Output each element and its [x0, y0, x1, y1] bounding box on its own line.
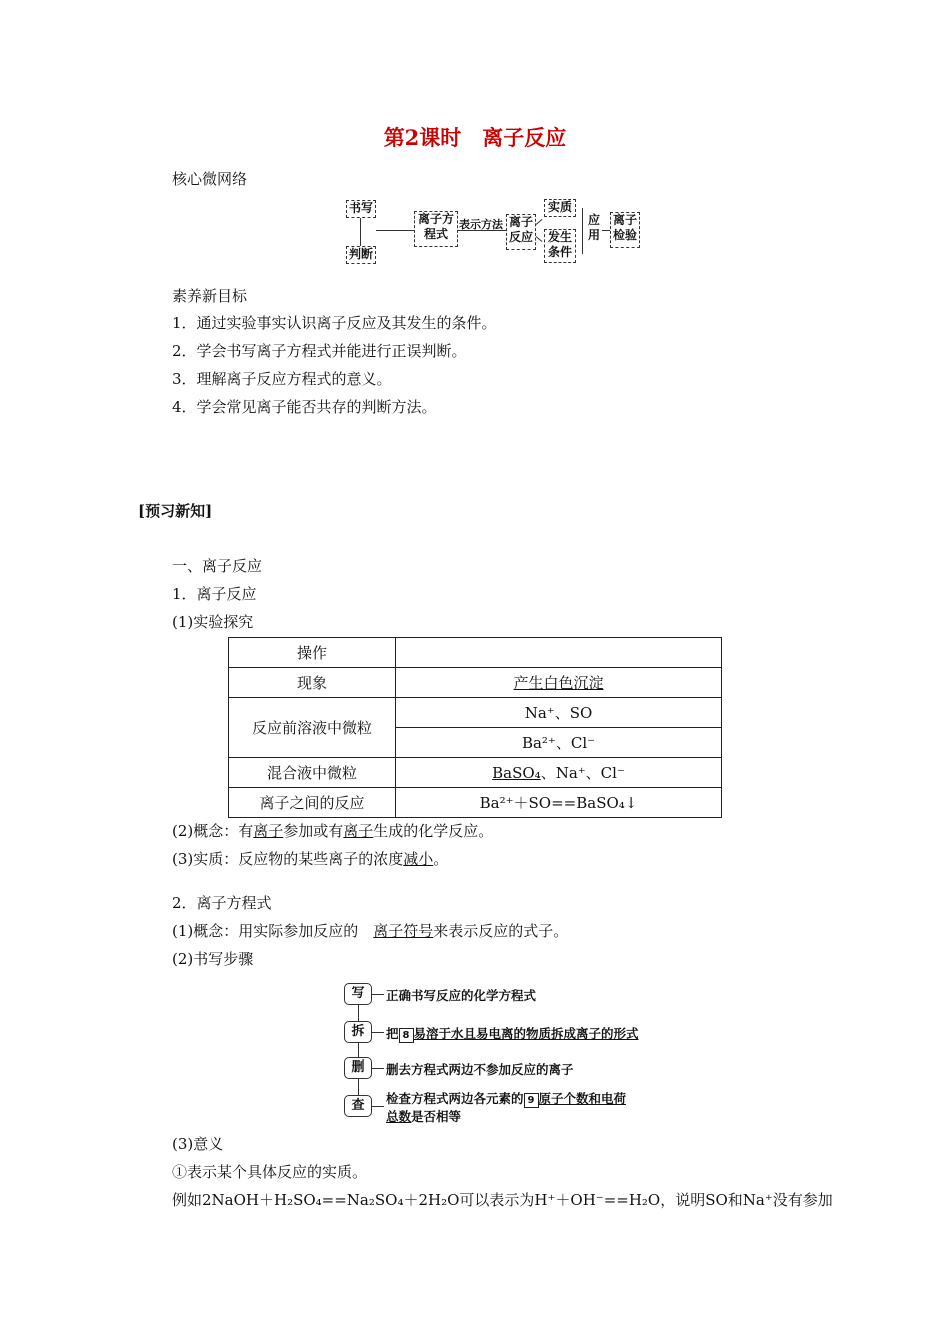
- cm-fangchengshi: 离子方 程式: [414, 211, 458, 247]
- goal-item: 2．学会书写离子方程式并能进行正误判断。: [172, 342, 467, 360]
- cm-jianyan: 离子 检验: [610, 212, 640, 248]
- table-cell: 离子之间的反应: [229, 788, 396, 818]
- table-cell: 混合液中微粒: [229, 758, 396, 788]
- subsection-heading: 1．离子反应: [172, 585, 257, 603]
- meaning-heading: (3)意义: [172, 1135, 224, 1153]
- table-cell: 产生白色沉淀: [396, 668, 722, 698]
- table-cell: 现象: [229, 668, 396, 698]
- table-cell: Na⁺、SO: [396, 698, 722, 728]
- concept2-line: (1)概念：用实际参加反应的 离子符号来表示反应的式子。: [172, 922, 569, 940]
- concept-map: [340, 196, 650, 266]
- table-cell: 操作: [229, 638, 396, 668]
- table-cell: [396, 638, 722, 668]
- section-heading: 一、离子反应: [172, 557, 263, 575]
- cm-panduan: 判断: [346, 246, 376, 264]
- subsection-heading: 2．离子方程式: [172, 894, 272, 912]
- concept-line: (2)概念：有离子参加或有离子生成的化学反应。: [172, 822, 494, 840]
- step-delete: 删: [344, 1057, 372, 1079]
- essence-line: (3)实质：反应物的某些离子的浓度减小。: [172, 850, 449, 868]
- meaning-item: ①表示某个具体反应的实质。: [172, 1163, 368, 1181]
- step-split-text: 把 8 易溶于水且易电离的物质拆成离子的形式: [386, 1026, 639, 1041]
- cm-shizhi: 实质: [544, 199, 576, 217]
- network-heading: 核心微网络: [172, 170, 248, 188]
- table-cell: BaSO₄、Na⁺、Cl⁻: [396, 758, 722, 788]
- step-check: 查: [344, 1095, 372, 1117]
- cm-tiaojian: 发生 条件: [544, 229, 576, 263]
- example-line: 例如2NaOH＋H₂SO₄==Na₂SO₄＋2H₂O可以表示为H⁺＋OH⁻==H₂O，说明SO和Na⁺没有参加: [172, 1191, 833, 1209]
- table-cell: Ba²⁺、Cl⁻: [396, 728, 722, 758]
- cm-fanying: 离子 反应: [506, 214, 536, 250]
- writing-steps-diagram: [340, 980, 660, 1124]
- step-write: 写: [344, 983, 372, 1005]
- cm-biaoshi: 表示方法: [459, 218, 503, 231]
- preview-heading: [预习新知]: [138, 502, 213, 520]
- page-title: 第2课时 离子反应: [383, 125, 567, 150]
- cm-shuxie: 书写: [346, 200, 376, 218]
- goal-item: 4．学会常见离子能否共存的判断方法。: [172, 398, 437, 416]
- subsection-heading: (1)实验探究: [172, 613, 254, 631]
- step-split: 拆: [344, 1021, 372, 1043]
- steps-heading: (2)书写步骤: [172, 950, 254, 968]
- table-cell: 反应前溶液中微粒: [229, 698, 396, 758]
- step-check-text: 检查方程式两边各元素的 9 原子个数和电荷 总数是否相等: [386, 1091, 627, 1124]
- goal-item: 3．理解离子反应方程式的意义。: [172, 370, 392, 388]
- experiment-table: [228, 637, 722, 818]
- goals-heading: 素养新目标: [172, 287, 248, 305]
- step-delete-text: 删去方程式两边不参加反应的离子: [386, 1062, 574, 1077]
- table-cell: Ba²⁺＋SO==BaSO₄↓: [396, 788, 722, 818]
- goal-item: 1．通过实验事实认识离子反应及其发生的条件。: [172, 314, 497, 332]
- cm-yingyong: 应 用: [586, 213, 602, 247]
- step-write-text: 正确书写反应的化学方程式: [386, 988, 537, 1003]
